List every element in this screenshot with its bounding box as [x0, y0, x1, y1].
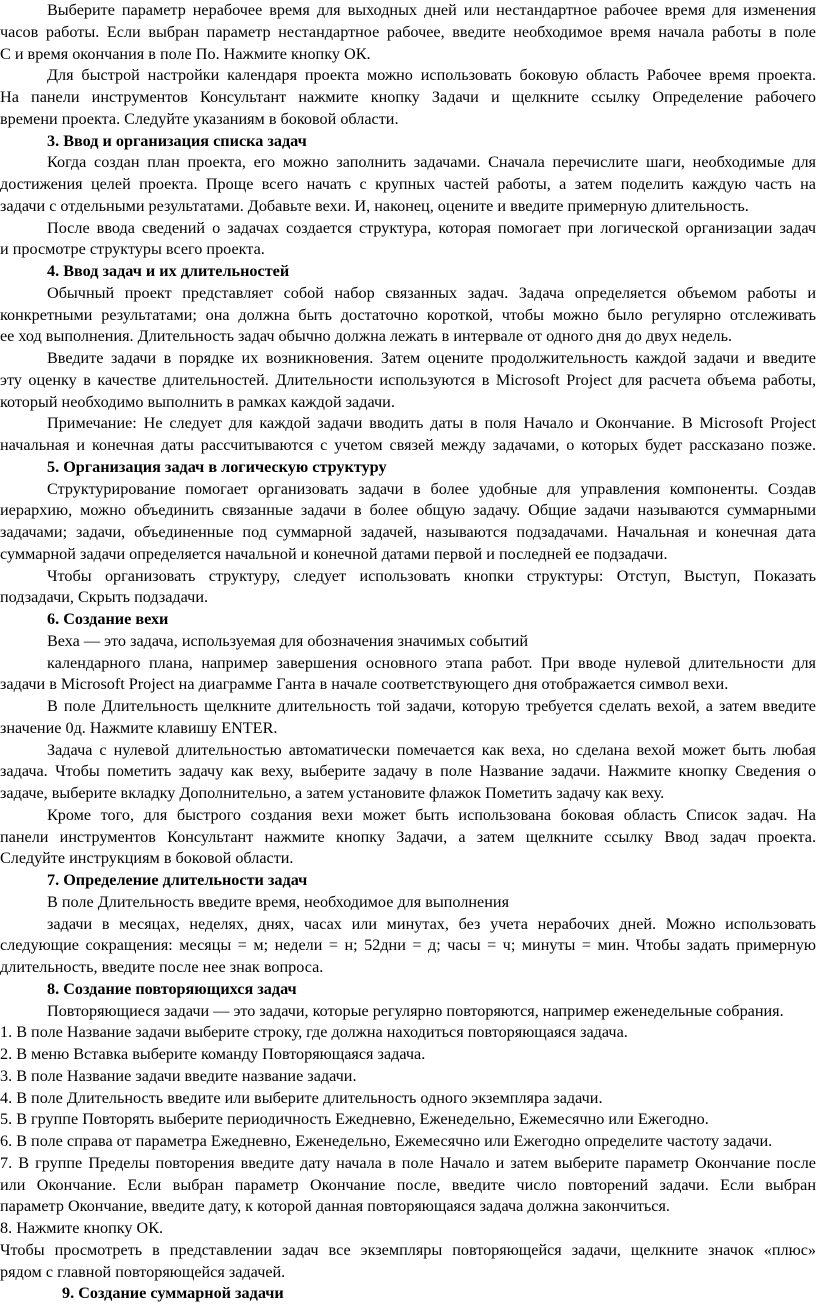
text-line: рядом с главной повторяющейся задачей. [0, 1262, 286, 1281]
text-line: ее ход выполнения. Длительность задач обычно должна лежать в интервале от одного дня до двух недель. [0, 327, 733, 346]
text-line: Обычный проект представляет собой набор связанных задач. Задача определяется объемом работы и [47, 283, 816, 302]
text-line: задача. Чтобы пометить задачу как веху, выберите задачу в поле Название задачи. Нажмите кнопку Сведения о [0, 762, 816, 781]
text-line: длительность, введите после нее знак вопроса. [0, 958, 324, 976]
text-line: После ввода сведений о задачах создается структура, которая помогает при логической организации задач [47, 218, 816, 237]
section-heading: 9. Создание суммарной задачи [62, 1284, 284, 1303]
text-line: 1. В поле Название задачи выберите строку, где должна находиться повторяющаяся задача. [0, 1023, 628, 1042]
text-line: задачи с отдельными результатами. Добавьте вехи. И, наконец, оцените и введите примерную длительность. [0, 196, 749, 215]
text-line: Задача с нулевой длительностью автоматически помечается как веха, но сделана вехой может быть любая [47, 740, 816, 759]
text-line: который необходимо выполнить в рамках каждой задачи. [0, 392, 395, 411]
text-line: Чтобы организовать структуру, следует использовать кнопки структуры: Отступ, Выступ, Показать [47, 566, 816, 585]
text-line: Для быстрой настройки календаря проекта можно использовать боковую область Рабочее время проекта. [47, 66, 816, 85]
section-heading: 3. Ввод и организация списка задач [47, 131, 307, 150]
text-line: задаче, выберите вкладку Дополнительно, а затем установите флажок Пометить задачу как веху. [0, 784, 665, 802]
text-line: Следуйте инструкциям в боковой области. [0, 849, 294, 868]
text-line: достижения целей проекта. Проще всего начать с крупных частей работы, а затем поделить каждую часть на [0, 175, 816, 193]
section-heading: 5. Организация задач в логическую структуру [47, 457, 387, 476]
text-line: 2. В меню Вставка выберите команду Повторяющаяся задача. [0, 1045, 426, 1063]
text-line: значение 0д. Нажмите клавишу ENTER. [0, 718, 278, 737]
text-line: времени проекта. Следуйте указаниям в боковой области. [0, 109, 399, 128]
text-line: эту оценку в качестве длительностей. Длительности используются в Microsoft Project для расчета объема работы, [0, 370, 816, 389]
text-line: и просмотре структуры всего проекта. [0, 240, 265, 259]
section-heading: 8. Создание повторяющихся задач [47, 979, 297, 998]
text-line: 5. В группе Повторять выберите периодичность Ежедневно, Еженедельно, Ежемесячно или Ежегодно. [0, 1110, 709, 1129]
text-line: В поле Длительность введите время, необходимое для выполнения [47, 892, 510, 911]
text-line: Введите задачи в порядке их возникновения. Затем оцените продолжительность каждой задачи и введите [47, 349, 816, 367]
text-line: С и время окончания в поле По. Нажмите кнопку ОК. [0, 44, 371, 63]
text-line: панели инструментов Консультант нажмите кнопку Задачи, а затем щелкните ссылку Ввод задач проекта. [0, 827, 816, 846]
text-line: 4. В поле Длительность введите или выберите длительность одного экземпляра задачи. [0, 1088, 603, 1107]
section-heading: 4. Ввод задач и их длительностей [47, 262, 290, 280]
text-line: 6. В поле справа от параметра Ежедневно, Еженедельно, Ежемесячно или Ежегодно определите частоту задачи. [0, 1132, 773, 1150]
text-line: 7. В группе Пределы повторения введите дату начала в поле Начало и затем выберите параметр Окончание после [0, 1153, 816, 1172]
text-line: На панели инструментов Консультант нажмите кнопку Задачи и щелкните ссылку Определение рабочего [0, 88, 816, 106]
text-line: подзадачи, Скрыть подзадачи. [0, 588, 209, 607]
text-line: Структурирование помогает организовать задачи в более удобные для управления компоненты. Создав [47, 479, 816, 498]
text-line: календарного плана, например завершения основного этапа работ. При вводе нулевой длительности для [47, 653, 816, 672]
text-line: Примечание: Не следует для каждой задачи вводить даты в поля Начало и Окончание. В Microsoft Project [47, 414, 816, 433]
section-heading: 6. Создание вехи [47, 610, 169, 628]
section-heading: 7. Определение длительности задач [47, 871, 308, 889]
text-line: задачи в Microsoft Project на диаграмме Ганта в начале соответствующего дня отображается символ вехи. [0, 675, 729, 694]
text-line: Кроме того, для быстрого создания вехи может быть использована боковая область Список задач. На [47, 805, 816, 824]
text-line: или Окончание. Если выбран параметр Окончание после, введите число повторений задачи. Если выбран [0, 1175, 816, 1194]
text-line: задачи в месяцах, неделях, днях, часах или минутах, без учета нерабочих дней. Можно использовать [47, 914, 816, 933]
text-line: следующие сокращения: месяцы = м; недели = н; 52дни = д; часы = ч; минуты = мин. Чтобы задать примерную [0, 936, 816, 955]
text-line: Повторяющиеся задачи — это задачи, которые регулярно повторяются, например еженедельные собрания. [47, 1001, 784, 1020]
text-line: задачами; задачи, объединенные под суммарной задачей, называются подзадачами. Начальная и конечная дата [0, 523, 816, 541]
text-line: Веха — это задача, используемая для обозначения значимых событий [47, 631, 529, 650]
text-line: начальная и конечная даты рассчитываются с учетом связей между задачами, о которых будет рассказано позже. [0, 436, 816, 454]
text-line: В поле Длительность щелкните длительность той задачи, которую требуется сделать вехой, а затем введите [47, 697, 816, 715]
text-line: иерархию, можно объединить связанные задачи в более общую задачу. Общие задачи называются суммарными [0, 501, 816, 520]
text-line: часов работы. Если выбран параметр нестандартное рабочее, введите необходимое время начала работы в поле [0, 22, 816, 41]
text-line: 8. Нажмите кнопку ОК. [0, 1219, 164, 1237]
text-line: Когда создан план проекта, его можно заполнить задачами. Сначала перечислите шаги, необходимые для [47, 153, 816, 172]
text-line: параметр Окончание, введите дату, к которой данная повторяющаяся задача должна закончиться. [0, 1197, 670, 1216]
text-line: Выберите параметр нерабочее время для выходных дней или нестандартное рабочее время для изменения [47, 1, 816, 19]
text-line: 3. В поле Название задачи введите название задачи. [0, 1066, 357, 1085]
text-line: суммарной задачи определяется начальной и конечной датами первой и последней ее подзадачи. [0, 544, 668, 563]
text-line: конкретными результатами; она должна быть достаточно короткой, чтобы можно было регулярно отслеживать [0, 305, 816, 324]
text-line: Чтобы просмотреть в представлении задач все экземпляры повторяющейся задачи, щелкните значок «плюс» [0, 1240, 816, 1259]
